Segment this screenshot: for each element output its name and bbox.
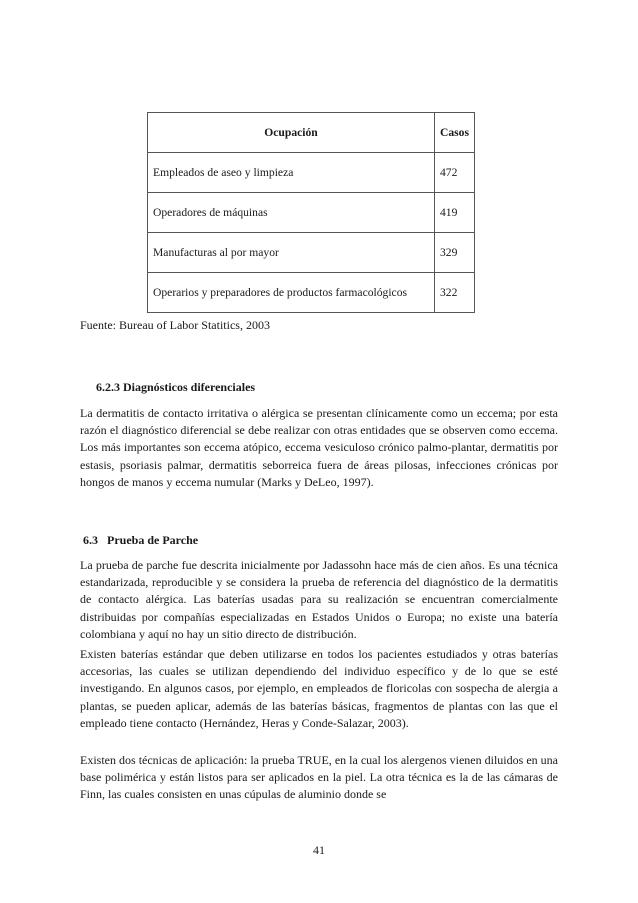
row-occupation: Operadores de máquinas [148, 193, 435, 233]
table-row [148, 233, 475, 273]
page-number: 41 [313, 843, 325, 857]
paragraph-differential-diagnosis: La dermatitis de contacto irritativa o alérgica se presentan clínicamente como un eccema; por esta razón el diagnóstico diferencial se debe realizar con otras entidades que se observen como eccema. Los más importantes son eccema atópico, eccema vesiculoso crónico palmo-plantar, dermatitis por estasis, psoriasis palmar, dermatitis seborreica fuera de áreas pilosas, infecciones crónicas por hongos de manos y eccema numular (Marks y DeLeo, 1997). [80, 406, 558, 489]
table-row [148, 193, 475, 233]
section-heading-63: 6.3 Prueba de Parche [83, 533, 199, 547]
row-cases: 329 [435, 233, 475, 273]
header-occupation: Ocupación [148, 113, 435, 153]
table-source: Fuente: Bureau of Labor Statitics, 2003 [80, 318, 270, 332]
occupation-cases-table [147, 112, 475, 313]
row-occupation: Empleados de aseo y limpieza [148, 153, 435, 193]
header-cases: Casos [435, 113, 475, 153]
section-heading-623: 6.2.3 Diagnósticos diferenciales [96, 380, 256, 394]
row-occupation: Manufacturas al por mayor [148, 233, 435, 273]
table-header-row [148, 113, 475, 153]
paragraph-patch-test-3: Existen dos técnicas de aplicación: la prueba TRUE, en la cual los alergenos vienen diluidos en una base polimérica y están listos para ser aplicados en la piel. La otra técnica es la de las cámaras de Finn, las cuales consisten en unas cúpulas de aluminio donde se [80, 753, 558, 802]
table-row [148, 153, 475, 193]
row-cases: 472 [435, 153, 475, 193]
paragraph-patch-test-1: La prueba de parche fue descrita inicialmente por Jadassohn hace más de cien años. Es una técnica estandarizada, reproducible y se considera la prueba de referencia del diagnóstico de la dermatitis de contacto alérgica. Las baterías usadas para su realización se encuentran comercialmente distribuidas por compañías especializadas en Estados Unidos o Europa; no existe una batería colombiana y aquí no hay un sitio directo de distribución. [80, 558, 558, 641]
paragraph-patch-test-2: Existen baterías estándar que deben utilizarse en todos los pacientes estudiados y otras baterías accesorias, las cuales se utilizan dependiendo del individuo específico y de lo que se esté investigando. En algunos casos, por ejemplo, en empleados de floricolas con sospecha de alergia a plantas, se pueden aplicar, además de las baterías básicas, fragmentos de plantas con las que el empleado tiene contacto (Hernández, Heras y Conde-Salazar, 2003). [80, 647, 558, 730]
table-row [148, 273, 475, 313]
row-cases: 322 [435, 273, 475, 313]
row-cases: 419 [435, 193, 475, 233]
row-occupation: Operarios y preparadores de productos farmacológicos [148, 273, 435, 313]
